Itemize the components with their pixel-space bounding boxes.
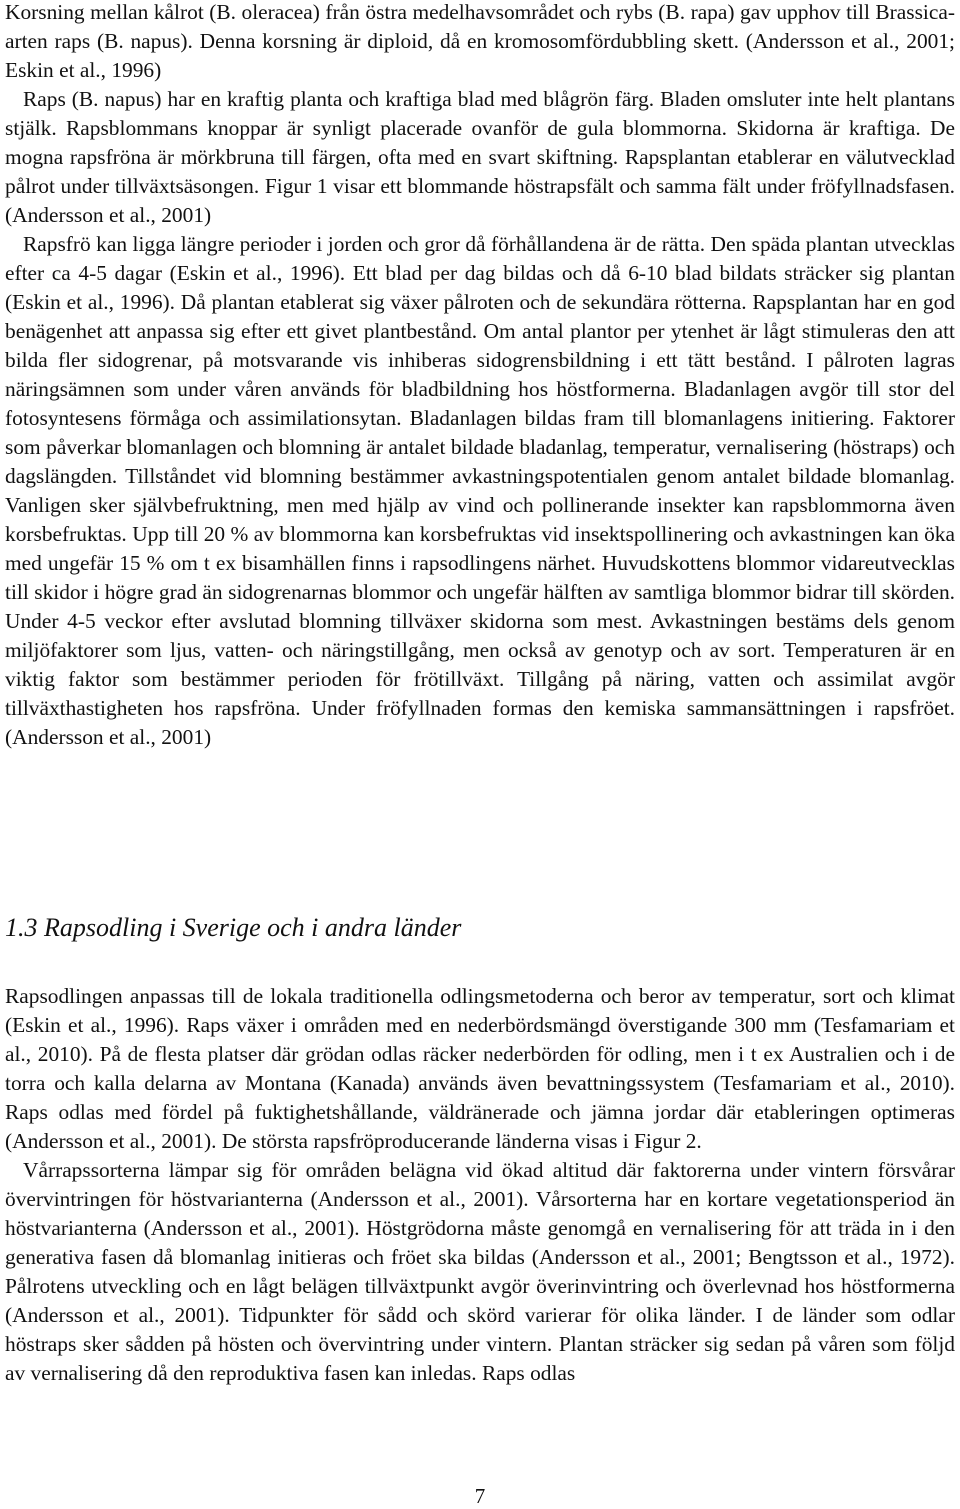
section2-text: [5, 982, 955, 1388]
page-number: 7: [474, 1484, 486, 1508]
section1-text: [5, 0, 955, 752]
paragraph-3: Rapsfrö kan ligga längre perioder i jorden och gror då förhållandena är de rätta. Den späda plantan utvecklas efter ca 4-5 dagar (Eskin et al., 1996). Ett blad per dag bildas och då 6-10 blad bildats sträcker sig plantan (Eskin et al., 1996). Då plantan etablerat sig växer pålroten och de sekundära rötterna. Rapsplantan har en god benägenhet att anpassa sig efter ett givet plantbestånd. Om antal plantor per ytenhet är lågt stimuleras den att bilda fler sidogrenar, på motsvarande vis inhiberas sidogrensbildning i ett tätt bestånd. I pålroten lagras näringsämnen som under våren används för bladbildning hos höstformerna. Bladanlagen avgör till stor del fotosyntesens förmåga och assimilationsytan. Bladanlagen bildas fram till blomanlagens initiering. Faktorer som påverkar blomanlagen och blomning är antalet bildade bladanlag, temperatur, vernalisering (höstraps) och dagslängden. Tillståndet vid blomning bestämmer avkastningspotentialen genom antalet bildade blomanlag. Vanligen sker självbefruktning, men med hjälp av vind och pollinerande insekter kan rapsblommorna även korsbefruktas. Upp till 20 % av blommorna kan korsbefruktas vid insektspollinering och avkastningen kan öka med ungefär 15 % om t ex bisamhällen finns i rapsodlingens närhet. Huvudskottens blommor vidareutvecklas till skidor i högre grad än sidogrenarnas blommor och ungefär hälften av samtliga blommor bidrar till skörden. Under 4-5 veckor efter avslutad blomning tillväxer skidorna som mest. Avkastningen bestäms dels genom miljöfaktorer som ljus, vatten- och näringstillgång, men också av genotyp och av sort. Temperaturen är en viktig faktor som bestämmer perioden för frötillväxt. Tillgång på näring, vatten och assimilat avgör tillväxthastigheten hos rapsfröna. Under fröfyllnaden formas den kemiska sammansättningen i rapsfröet. (Andersson et al., 2001): [5, 232, 955, 749]
paragraph-2: Raps (B. napus) har en kraftig planta och kraftiga blad med blågrön färg. Bladen omsluter inte helt plantans stjälk. Rapsblommans knoppar är synligt placerade ovanför de gula blommorna. Skidorna är kraftiga. De mogna rapsfröna är mörkbruna till färgen, ofta med en svart skiftning. Rapsplantan etablerar en välutvecklad pålrot under tillväxtsäsongen. Figur 1 visar ett blommande höstrapsfält och samma fält under fröfyllnadsfasen. (Andersson et al., 2001): [5, 87, 955, 227]
paragraph-1: Korsning mellan kålrot (B. oleracea) från östra medelhavsområdet och rybs (B. rapa) gav upphov till Brassica-arten raps (B. napus). Denna korsning är diploid, då en kromosomfördubbling skett. (Andersson et al., 2001; Eskin et al., 1996): [5, 0, 955, 82]
section-heading: 1.3 Rapsodling i Sverige och i andra länder: [5, 913, 462, 942]
paragraph-4: Rapsodlingen anpassas till de lokala traditionella odlingsmetoderna och beror av temperatur, sort och klimat (Eskin et al., 1996). Raps växer i områden med en nederbördsmängd överstigande 300 mm (Tesfamariam et al., 2010). På de flesta platser där grödan odlas räcker nederbörden för odling, men i t ex Australien och i de torra och kalla delarna av Montana (Kanada) används även bevattningssystem (Tesfamariam et al., 2010). Raps odlas med fördel på fuktighetshållande, väldränerade och jämna jordar där etableringen optimeras (Andersson et al., 2001). De största rapsfröproducerande länderna visas i Figur 2.: [5, 984, 955, 1153]
paragraph-5: Vårrapssorterna lämpar sig för områden belägna vid ökad altitud där faktorerna under vintern försvårar övervintringen för höstvarianterna (Andersson et al., 2001). Vårsorterna har en kortare vegetationsperiod än höstvarianterna (Andersson et al., 2001). Höstgrödorna måste genomgå en vernalisering för att träda in i den generativa fasen då blomanlag initieras och fröet ska bildas (Andersson et al., 2001; Bengtsson et al., 1972). Pålrotens utveckling och en lågt belägen tillväxtpunkt avgör överinvintring och överlevnad hos höstformerna (Andersson et al., 2001). Tidpunkter för sådd och skörd varierar för olika länder. I de länder som odlar höstraps sker sådden på hösten och övervintring under vintern. Plantan sträcker sig sedan på våren som följd av vernalisering då den reproduktiva fasen kan inledas. Raps odlas: [5, 1158, 955, 1385]
